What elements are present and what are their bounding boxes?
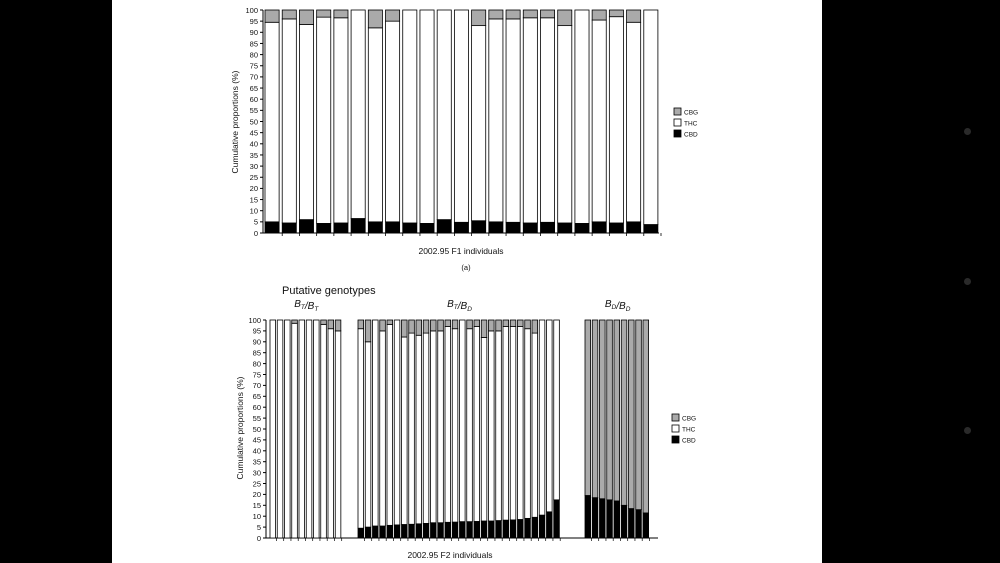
- chart-b-g3-bar-4-cbg: [607, 320, 613, 500]
- chart-a-bar-11-cbd: [437, 220, 451, 233]
- chart-b-g2-bar-12-thc: [438, 331, 444, 523]
- chart-a-bar-22-cbd: [627, 222, 641, 233]
- chart-a-bar-7-cbd: [368, 222, 382, 233]
- chart-b-g2-bar-4-thc: [380, 331, 386, 526]
- chart-a-bar-22-cbg: [627, 10, 641, 22]
- chart-b-g3-bar-7-cbd: [629, 509, 635, 538]
- chart-b-g2-bar-16-cbd: [467, 522, 473, 538]
- chart-b-g2-bar-5-cbd: [387, 525, 393, 538]
- chart-a-ytick-label-15: 15: [249, 195, 258, 205]
- chart-a-legend-swatch-cbd: [674, 130, 681, 137]
- chart-b-g2-bar-21-cbg: [503, 320, 509, 327]
- chart-b-g2-bar-7-cbg: [402, 320, 408, 337]
- chart-b-ytick-label-95: 95: [252, 326, 261, 336]
- chart-a-bar-6-thc: [351, 10, 365, 219]
- chart-a-legend-label-cbg: CBG: [684, 109, 699, 117]
- chart-b-g1-bar-8-cbg: [321, 320, 327, 324]
- chart-b-g2-bar-11-thc: [431, 331, 437, 523]
- chart-b-g2-bar-1-cbg: [358, 320, 364, 329]
- chart-a-bar-2-thc: [282, 19, 296, 223]
- chart-b-g2-bar-3-cbd: [373, 526, 379, 538]
- chart-b-g3-bar-2-cbd: [592, 498, 598, 538]
- chart-a-ytick-label-20: 20: [249, 184, 258, 194]
- chart-a-bar-15-thc: [506, 19, 520, 222]
- chart-b-g2-bar-1-thc: [358, 329, 364, 528]
- chart-a-bar-3-cbg: [299, 10, 313, 24]
- chart-b-g2-bar-10-cbd: [423, 523, 429, 538]
- chart-a-bar-18-cbd: [558, 223, 572, 233]
- chart-b-g2-bar-15-thc: [460, 320, 466, 522]
- chart-a-bar-21-cbg: [609, 10, 623, 17]
- genotype-text: B: [294, 299, 301, 310]
- chart-b-ytick-label-0: 0: [256, 533, 261, 543]
- chart-b-g2-bar-21-thc: [503, 327, 509, 521]
- chart-a-bar-9-thc: [403, 10, 417, 223]
- chart-b-g2-bar-13-cbd: [445, 522, 451, 538]
- chart-a-ytick-label-10: 10: [249, 206, 258, 216]
- genotype-subscript: D: [467, 306, 472, 313]
- chart-b-g3-bar-6-cbg: [621, 320, 627, 505]
- chart-a-bar-14-cbg: [489, 10, 503, 19]
- chart-b-g2-bar-9-thc: [416, 335, 422, 524]
- chart-b-g2-bar-14-thc: [452, 329, 458, 522]
- genotype-text: B: [604, 299, 612, 310]
- chart-b-g2-bar-17-cbd: [474, 521, 480, 538]
- chart-b-g2-bar-19-cbg: [489, 320, 495, 331]
- chart-a-bar-8-thc: [386, 21, 400, 222]
- chart-b-g3-bar-7-cbg: [629, 320, 635, 509]
- chart-a-bar-21-thc: [609, 17, 623, 223]
- chart-b-g3-bar-5-cbg: [614, 320, 620, 501]
- chart-b-g2-bar-13-cbg: [445, 320, 451, 327]
- chart-b-g2-bar-28-thc: [554, 320, 560, 500]
- nav-dot-2[interactable]: [964, 278, 971, 285]
- chart-a-bar-22-thc: [627, 22, 641, 222]
- chart-b-g2-bar-4-cbg: [380, 320, 386, 331]
- chart-a-xlabel: 2002.95 F1 individuals: [418, 246, 504, 256]
- chart-b-g3-bar-2-cbg: [592, 320, 598, 498]
- chart-a-ytick-label-30: 30: [249, 161, 258, 171]
- chart-b-g2-bar-12-cbd: [438, 523, 444, 538]
- chart-a-bar-10-thc: [420, 10, 434, 223]
- chart-b-ytick-label-25: 25: [252, 479, 261, 489]
- chart-b-g2-bar-16-cbg: [467, 320, 473, 329]
- chart-b-ytick-label-100: 100: [248, 315, 261, 325]
- chart-b-g2-bar-26-cbd: [539, 515, 545, 538]
- chart-a-ytick-label-5: 5: [253, 217, 258, 227]
- chart-a-ytick-label-80: 80: [249, 50, 258, 60]
- chart-b-g1-bar-3-thc: [285, 320, 291, 538]
- chart-b-g1-bar-7-thc: [314, 320, 320, 538]
- chart-b-legend-swatch-cbg: [672, 414, 679, 421]
- chart-b-g2-bar-22-cbg: [510, 320, 516, 327]
- chart-b-g2-bar-27-thc: [547, 320, 553, 512]
- chart-a-ytick-label-55: 55: [249, 106, 258, 116]
- chart-b-ytick-label-15: 15: [252, 501, 261, 511]
- chart-b-ytick-label-60: 60: [252, 403, 261, 412]
- chart-b-ytick-label-70: 70: [252, 381, 261, 391]
- chart-a-bar-20-cbg: [592, 10, 606, 20]
- chart-b-g2-bar-14-cbg: [452, 320, 458, 329]
- chart-a-bar-12-thc: [454, 10, 468, 222]
- chart-b-g3-bar-9-cbd: [643, 513, 649, 538]
- chart-a-bar-13-thc: [472, 26, 486, 221]
- chart-a-bar-4-cbd: [317, 223, 331, 233]
- chart-b-g2-bar-3-thc: [373, 320, 379, 526]
- chart-a-ytick-label-90: 90: [249, 28, 258, 38]
- chart-b-g2-bar-18-cbd: [481, 521, 487, 538]
- chart-b-g2-bar-25-thc: [532, 333, 538, 517]
- chart-a-ytick-label-65: 65: [249, 83, 258, 93]
- chart-b-g2-bar-17-thc: [474, 327, 480, 522]
- chart-b-g2-bar-18-cbg: [481, 320, 487, 337]
- chart-a-bar-19-thc: [575, 10, 589, 223]
- genotype-text: B: [619, 301, 626, 312]
- chart-a-bar-7-thc: [368, 28, 382, 222]
- chart-b-g2-bar-2-cbd: [365, 527, 371, 538]
- chart-b-g2-bar-12-cbg: [438, 320, 444, 331]
- chart-a-bar-10-cbd: [420, 223, 434, 233]
- chart-b-g2-bar-6-cbd: [394, 525, 400, 538]
- chart-b-g3-bar-1-cbg: [585, 320, 591, 495]
- chart-b-legend-label-cbg: CBG: [682, 415, 697, 423]
- chart-b-g2-bar-23-cbd: [518, 519, 524, 538]
- chart-a-bar-7-cbg: [368, 10, 382, 28]
- chart-b-g2-bar-22-cbd: [510, 520, 516, 538]
- genotype-text: /: [457, 301, 461, 312]
- genotype-subscript: T: [453, 304, 458, 311]
- chart-b-g3-bar-1-cbd: [585, 495, 591, 538]
- chart-b-ytick-label-80: 80: [252, 359, 261, 369]
- chart-b-g3-bar-6-cbd: [621, 505, 627, 538]
- chart-a-bar-5-cbg: [334, 10, 348, 18]
- chart-a-bar-17-thc: [540, 18, 554, 222]
- chart-a-bar-8-cbg: [386, 10, 400, 21]
- nav-dot-1[interactable]: [964, 128, 971, 135]
- chart-b-g3-bar-3-cbd: [600, 499, 606, 538]
- chart-b-g2-bar-8-thc: [409, 333, 415, 524]
- chart-b-g2-bar-23-cbg: [518, 320, 524, 327]
- genotype-subscript: T: [300, 304, 305, 311]
- chart-b-g1-bar-4-cbg: [292, 320, 298, 323]
- chart-b-ytick-label-30: 30: [252, 468, 261, 478]
- chart-a-bar-3-thc: [299, 24, 313, 219]
- chart-a-ytick-label-50: 50: [249, 117, 258, 127]
- chart-b-g2-bar-25-cbd: [532, 517, 538, 538]
- chart-b-g2-bar-2-thc: [365, 342, 371, 527]
- chart-b-g2-bar-9-cbd: [416, 524, 422, 538]
- chart-a-bar-4-thc: [317, 17, 331, 223]
- genotype-label-2: [447, 299, 472, 313]
- chart-a-bar-5-cbd: [334, 223, 348, 233]
- chart-a-bar-11-thc: [437, 10, 451, 220]
- chart-b-g2-bar-9-cbg: [416, 320, 422, 335]
- chart-b-g1-bar-9-cbg: [328, 320, 334, 329]
- chart-b-ytick-label-75: 75: [252, 370, 261, 380]
- genotype-label-3: [605, 299, 631, 313]
- chart-b-g1-bar-10-cbg: [335, 320, 341, 331]
- chart-a-ytick-label-0: 0: [253, 228, 258, 238]
- chart-b-legend-swatch-cbd: [672, 436, 679, 443]
- chart-a-caption: (a): [461, 263, 471, 272]
- chart-b-g1-bar-10-thc: [335, 331, 341, 538]
- chart-b-g2-bar-24-cbd: [525, 518, 531, 538]
- chart-b-g2-bar-28-cbd: [554, 500, 560, 538]
- chart-a-bar-12-cbd: [454, 222, 468, 233]
- chart-a-bar-20-thc: [592, 20, 606, 222]
- chart-a-ytick-label-70: 70: [249, 72, 258, 82]
- chart-a-ytick-label-100: 100: [245, 5, 258, 15]
- chart-b-g2-bar-17-cbg: [474, 320, 480, 327]
- chart-b-g3-bar-8-cbd: [636, 510, 642, 538]
- chart-b-ytick-label-5: 5: [256, 522, 261, 532]
- chart-a-ytick-label-75: 75: [249, 61, 258, 71]
- chart-a-bar-15-cbd: [506, 222, 520, 233]
- chart-b-g3-bar-9-cbg: [643, 320, 649, 513]
- chart-b-g1-bar-8-thc: [321, 324, 327, 538]
- chart-a-legend-swatch-cbg: [674, 108, 681, 115]
- chart-b-g2-bar-24-cbg: [525, 320, 531, 329]
- genotype-text: /: [304, 301, 308, 312]
- chart-a-bar-2-cbg: [282, 10, 296, 19]
- chart-a-legend-label-cbd: CBD: [684, 131, 698, 139]
- chart-a-ytick-label-25: 25: [249, 173, 258, 183]
- chart-b-g1-bar-6-thc: [306, 320, 312, 538]
- chart-b-g2-bar-4-cbd: [380, 526, 386, 538]
- chart-b-ytick-label-65: 65: [252, 392, 261, 402]
- chart-b-g2-bar-5-cbg: [387, 320, 393, 324]
- chart-b-g2-bar-13-thc: [445, 327, 451, 523]
- chart-b-g2-bar-14-cbd: [452, 522, 458, 538]
- chart-a-ytick-label-85: 85: [249, 39, 258, 49]
- genotype-subscript: D: [625, 306, 631, 313]
- chart-b-g2-bar-11-cbg: [431, 320, 437, 331]
- chart-a-bar-6-cbd: [351, 219, 365, 233]
- chart-b-g2-bar-26-thc: [539, 320, 545, 515]
- chart-a-bar-23-thc: [644, 10, 658, 225]
- chart-b-legend-swatch-thc: [672, 425, 679, 432]
- chart-a-bar-1-thc: [265, 22, 279, 222]
- chart-b-ytick-label-50: 50: [252, 424, 261, 434]
- chart-b-g3-bar-4-cbd: [607, 500, 613, 538]
- chart-a-ytick-label-35: 35: [249, 150, 258, 160]
- chart-b-g1-bar-4-thc: [292, 323, 298, 538]
- chart-b-g2-bar-6-thc: [394, 320, 400, 525]
- chart-a-ytick-label-40: 40: [249, 139, 258, 149]
- chart-a-bar-16-cbg: [523, 10, 537, 18]
- chart-a-bar-16-cbd: [523, 223, 537, 233]
- genotype-label-1: [294, 299, 319, 313]
- chart-b-ytick-label-90: 90: [252, 337, 261, 347]
- chart-b-g1-bar-2-thc: [277, 320, 283, 538]
- chart-b-ytick-label-20: 20: [252, 490, 261, 500]
- chart-a-ytick-label-60: 60: [249, 95, 258, 104]
- chart-a-bar-8-cbd: [386, 222, 400, 233]
- chart-b-g2-bar-24-thc: [525, 329, 531, 519]
- chart-b-g2-bar-1-cbd: [358, 528, 364, 538]
- chart-b-xlabel: 2002.95 F2 individuals: [407, 550, 493, 560]
- chart-b-g1-bar-5-thc: [299, 320, 305, 538]
- chart-b-g2-bar-27-cbd: [547, 512, 553, 538]
- chart-a-bar-13-cbd: [472, 221, 486, 233]
- chart-a-bar-20-cbd: [592, 222, 606, 233]
- chart-b-ytick-label-40: 40: [252, 446, 261, 456]
- chart-a-bar-3-cbd: [299, 220, 313, 233]
- chart-a-bar-18-cbg: [558, 10, 572, 26]
- chart-b-g2-bar-7-cbd: [402, 524, 408, 538]
- chart-b-g2-bar-7-thc: [402, 337, 408, 524]
- chart-a-bar-9-cbd: [403, 223, 417, 233]
- chart-b-g2-bar-5-thc: [387, 324, 393, 525]
- chart-b-g2-bar-11-cbd: [431, 523, 437, 538]
- chart-a-bar-1-cbd: [265, 222, 279, 233]
- chart-b-g3-bar-8-cbg: [636, 320, 642, 510]
- chart-b-g2-bar-18-thc: [481, 337, 487, 521]
- chart-a-bar-18-thc: [558, 26, 572, 223]
- chart-b-legend-label-thc: THC: [682, 426, 696, 434]
- chart-b-g2-bar-15-cbd: [460, 522, 466, 538]
- chart-a-bar-17-cbg: [540, 10, 554, 18]
- chart-b-legend-label-cbd: CBD: [682, 437, 696, 445]
- chart-a-bar-16-thc: [523, 18, 537, 223]
- chart-b-g2-bar-20-thc: [496, 331, 502, 521]
- chart-a-ylabel: Cumulative proportions (%): [230, 70, 240, 174]
- chart-b-g1-bar-9-thc: [328, 329, 334, 538]
- chart-b-ytick-label-85: 85: [252, 348, 261, 358]
- chart-b-ytick-label-55: 55: [252, 413, 261, 423]
- chart-a-ytick-label-45: 45: [249, 128, 258, 138]
- chart-b-g2-bar-10-cbg: [423, 320, 429, 333]
- chart-b-ytick-label-10: 10: [252, 512, 261, 521]
- nav-dot-3[interactable]: [964, 427, 971, 434]
- chart-b-g1-bar-1-thc: [270, 320, 276, 538]
- chart-a-ytick-label-95: 95: [249, 16, 258, 26]
- genotype-subscript: D: [611, 304, 617, 311]
- chart-b-g2-bar-8-cbd: [409, 524, 415, 538]
- chart-a-bar-4-cbg: [317, 10, 331, 17]
- chart-b-g3-bar-5-cbd: [614, 501, 620, 538]
- genotype-text: /: [616, 301, 620, 312]
- chart-b-g2-bar-21-cbd: [503, 520, 509, 538]
- chart-b-g2-bar-20-cbd: [496, 521, 502, 538]
- chart-b-g2-bar-8-cbg: [409, 320, 415, 333]
- chart-b-g2-bar-22-thc: [510, 327, 516, 520]
- chart-b-g2-bar-2-cbg: [365, 320, 371, 342]
- genotype-text: B: [447, 299, 454, 310]
- chart-a-bar-21-cbd: [609, 223, 623, 233]
- chart-a-legend-swatch-thc: [674, 119, 681, 126]
- chart-b-g2-bar-19-thc: [489, 331, 495, 521]
- chart-b-ylabel: Cumulative proportions (%): [235, 376, 245, 480]
- genotype-text: B: [307, 301, 315, 312]
- genotype-subscript: T: [314, 306, 319, 313]
- chart-a-bar-14-thc: [489, 19, 503, 222]
- figure-page: [112, 0, 822, 563]
- chart-b-g2-bar-10-thc: [423, 333, 429, 523]
- chart-a-bar-1-cbg: [265, 10, 279, 22]
- chart-a-bar-17-cbd: [540, 222, 554, 233]
- chart-b-g3-bar-3-cbg: [600, 320, 606, 499]
- chart-b-g2-bar-19-cbd: [489, 521, 495, 538]
- chart-a-legend-label-thc: THC: [684, 120, 698, 128]
- chart-b-ytick-label-35: 35: [252, 457, 261, 467]
- chart-a-bar-19-cbd: [575, 223, 589, 233]
- chart-b-ytick-label-45: 45: [252, 435, 261, 445]
- chart-a-bar-14-cbd: [489, 222, 503, 233]
- chart-a-bar-5-thc: [334, 18, 348, 223]
- chart-a-bar-2-cbd: [282, 223, 296, 233]
- chart-b-g2-bar-25-cbg: [532, 320, 538, 333]
- genotype-text: B: [460, 301, 468, 312]
- chart-a-bar-15-cbg: [506, 10, 520, 19]
- chart-a-bar-23-cbd: [644, 225, 658, 233]
- chart-a-bar-13-cbg: [472, 10, 486, 26]
- chart-b-title: Putative genotypes: [282, 285, 376, 297]
- chart-b-g2-bar-20-cbg: [496, 320, 502, 331]
- chart-b-g2-bar-23-thc: [518, 327, 524, 520]
- figure-svg: [112, 0, 822, 563]
- chart-b-g2-bar-16-thc: [467, 329, 473, 522]
